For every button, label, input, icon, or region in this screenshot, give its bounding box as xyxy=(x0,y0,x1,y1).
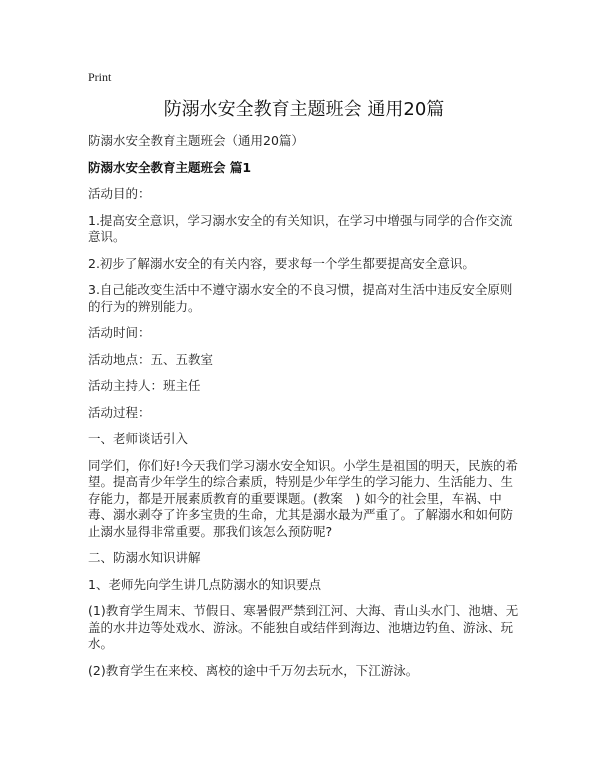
paragraph: 2.初步了解溺水安全的有关内容，要求每一个学生都要提高安全意识。 xyxy=(88,255,475,271)
paragraph: 3.自己能改变生活中不遵守溺水安全的不良习惯，提高对生活中违反安全原则的行为的辨别能力。 xyxy=(88,282,513,314)
paragraph: 活动时间： xyxy=(88,325,151,340)
paragraph: 活动目的： xyxy=(88,186,151,201)
document-subtitle: 防溺水安全教育主题班会（通用20篇） xyxy=(88,133,304,148)
paragraph: (2)教育学生在来校、离校的途中千万勿去玩水，下江游泳。 xyxy=(88,662,419,678)
print-link[interactable]: Print xyxy=(88,70,112,84)
paragraph: 活动过程： xyxy=(88,404,151,420)
paragraph: 1、老师先向学生讲几点防溺水的知识要点 xyxy=(88,576,321,592)
paragraph: 同学们，你们好!今天我们学习溺水安全知识。小学生是祖国的明天，民族的希望。提高青少年学生的综合素质，特别是少年学生的学习能力、生活能力、生存能力，都是开展素质教育的重要课题。(教案 ) 如今的社会里，车祸、中毒、溺水剥夺了许多宝贵的生命，尤其是溺水最为严重了。了解溺水和如何防止溺水显得非常重要。那我们该怎么预防呢? xyxy=(88,457,519,539)
document-page xyxy=(88,70,520,689)
document-title: 防溺水安全教育主题班会 通用20篇 xyxy=(163,99,445,120)
paragraph: 活动地点：五、五教室 xyxy=(88,351,214,367)
section-heading: 防溺水安全教育主题班会 篇1 xyxy=(88,159,252,175)
paragraph: 二、防溺水知识讲解 xyxy=(88,550,201,565)
paragraph: (1)教育学生周末、节假日、寒暑假严禁到江河、大海、青山头水门、池塘、无盖的水井边等处戏水、游泳。不能独自或结伴到海边、池塘边钓鱼、游泳、玩水。 xyxy=(88,603,519,651)
paragraph: 一、老师谈话引入 xyxy=(88,431,189,446)
paragraph: 1.提高安全意识，学习溺水安全的有关知识，在学习中增强与同学的合作交流意识。 xyxy=(88,212,513,244)
paragraph: 活动主持人：班主任 xyxy=(88,378,201,393)
